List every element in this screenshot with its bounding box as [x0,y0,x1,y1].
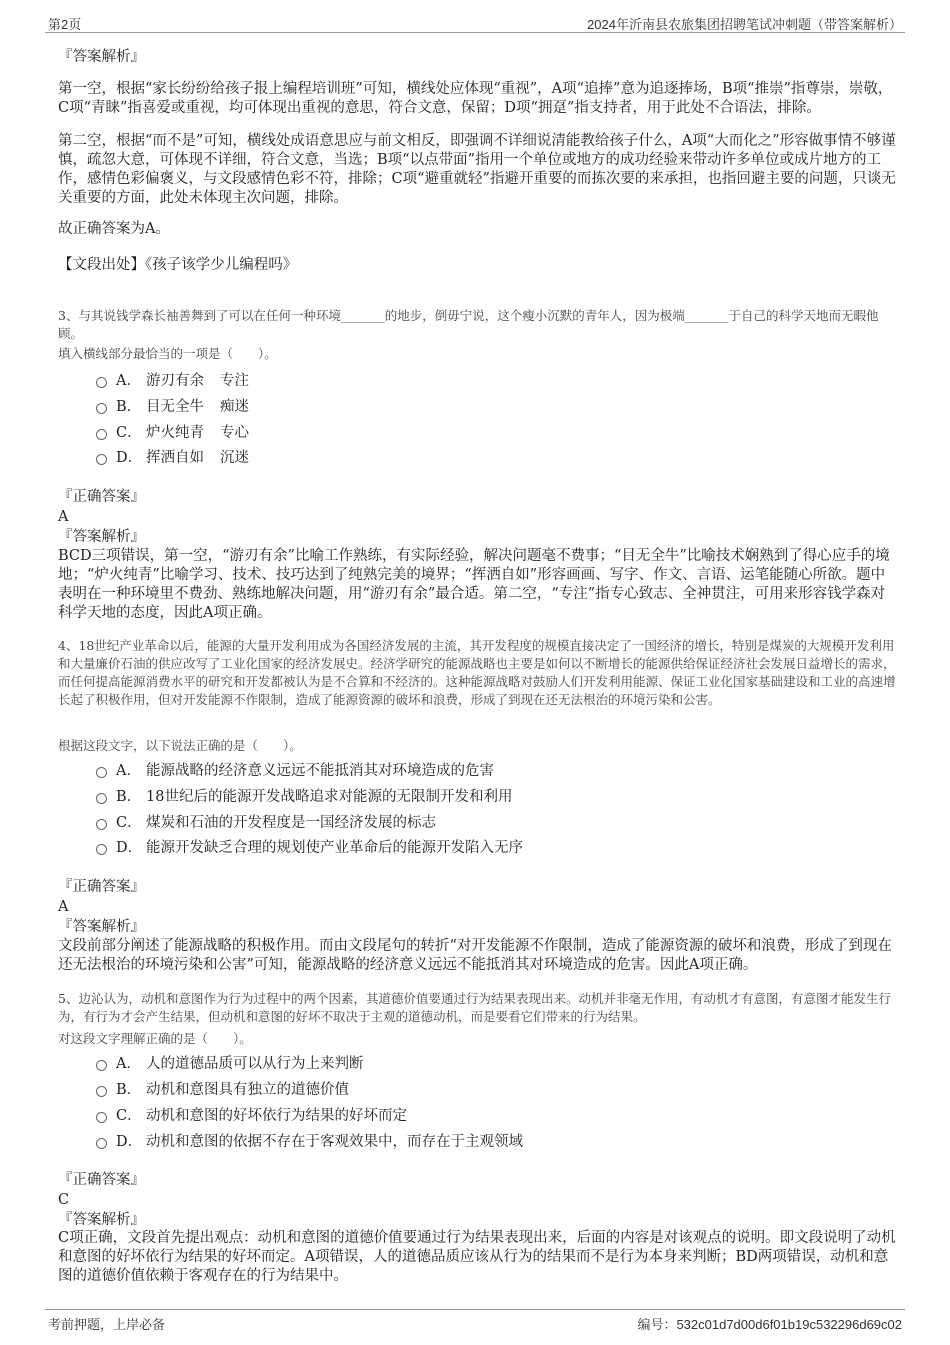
document-id: 编号：532c01d7d00d6f01b19c532296d69c02 [637,1317,902,1332]
analysis-paragraph: 第一空，根据“家长纷纷给孩子报上编程培训班”可知，横线处应体现“重视”，A项“追捧”意为追逐捧场，B项“推崇”指尊崇，崇敬，C项“青睐”指喜爱或重视，均可体现出重视的意思，符合文意，保留；D项“拥趸”指支持者，用于此处不合语法，排除。 [58,81,893,116]
option-b[interactable] [96,1078,349,1098]
option-c[interactable] [96,1104,407,1124]
radio-button-icon[interactable] [96,1086,107,1097]
option-text: 痴迷 [220,398,249,415]
option-letter: D． [116,449,143,466]
question-stem: 5、边沁认为，动机和意图作为行为过程中的两个因素，其道德价值要通过行为结果表现出来。动机并非毫无作用，有动机才有意图，有意图才能发生行为，有行为才会产生结果，但动机和意图的好坏不取决于主观的道德动机，而是要看它们带来的行为结果。 [58,991,891,1024]
radio-button-icon[interactable] [96,403,107,414]
analysis-paragraph: 第二空，根据“而不是”可知，横线处成语意思应与前文相反，即强调不详细说清能教给孩子什么，A项“大而化之”形容做事情不够谨慎，疏忽大意，可体现不详细，符合文意，当选；B项“以点带面”指用一个单位或地方的成功经验来带动许多单位或成片地方的工作，感情色彩偏褒义，与文段感情色彩不符，排除；C项“避重就轻”指避开重要的而拣次要的来承担，也指回避主要的问题，只谈无关重要的方面，此处未体现主次问题，排除。 [58,133,896,206]
radio-button-icon[interactable] [96,454,107,465]
radio-button-icon[interactable] [96,1112,107,1123]
option-text: 目无全牛 [146,398,204,415]
correct-answer-heading: 『正确答案』 [58,879,145,895]
analysis-heading: 『答案解析』 [58,529,145,545]
option-text: 动机和意图具有独立的道德价值 [146,1081,349,1098]
option-text: 专心 [220,424,249,441]
analysis-paragraph: C项正确，文段首先提出观点：动机和意图的道德价值要通过行为结果表现出来，后面的内容是对该观点的说明。即文段说明了动机和意图的好坏依行为结果的好坏而定。A项错误，人的道德品质应该从行为的结果而不是行为本身来判断；BD两项错误，动机和意图的道德价值依赖于客观存在的行为结果中。 [58,1230,896,1284]
option-b[interactable] [96,395,249,415]
option-text: 18世纪后的能源开发战略追求对能源的无限制开发和利用 [146,788,513,805]
analysis-heading: 『答案解析』 [58,919,145,935]
option-letter: B． [116,1081,142,1098]
question-stem: 4、18世纪产业革命以后，能源的大量开发利用成为各国经济发展的主流，其开发程度的规模直接决定了一国经济的增长，特别是煤炭的大规模开发利用和大量廉价石油的供应改写了工业化国家的经济发展史。经济学研究的能源战略也主要是如何以不断增长的能源供给保证经济社会发展日益增长的需求，而任何提高能源消费水平的研究和开发都被认为是不合算和不经济的。这种能源战略对鼓励人们开发利用能源、保证工业化国家基础建设和工业的高速增长起了积极作用，但对开发能源不作限制，造成了能源资源的破坏和浪费，形成了到现在还无法根治的环境污染和公害。 [58,638,896,707]
option-text: 人的道德品质可以从行为上来判断 [146,1055,364,1072]
option-letter: C． [116,814,142,831]
option-letter: A． [116,1055,141,1072]
correct-answer: A [58,509,69,525]
option-d[interactable] [96,1130,523,1150]
correct-answer: A [58,899,69,915]
option-letter: A． [116,372,141,389]
option-a[interactable] [96,369,249,389]
option-letter: D． [116,839,143,856]
option-text: 能源开发缺乏合理的规划使产业革命后的能源开发陷入无序 [146,839,523,856]
option-letter: C． [116,424,142,441]
correct-answer-heading: 『正确答案』 [58,1172,145,1188]
option-text: 专注 [220,372,249,389]
question-prompt: 对这段文字理解正确的是（ ）。 [58,1031,252,1046]
option-letter: A． [116,762,141,779]
radio-button-icon[interactable] [96,429,107,440]
option-text: 沉迷 [220,449,249,466]
page-footer [45,1309,905,1332]
option-text: 动机和意图的好坏依行为结果的好坏而定 [146,1107,407,1124]
radio-button-icon[interactable] [96,844,107,855]
correct-answer: C [58,1192,70,1208]
radio-button-icon[interactable] [96,767,107,778]
radio-button-icon[interactable] [96,793,107,804]
radio-button-icon[interactable] [96,1138,107,1149]
option-text: 煤炭和石油的开发程度是一国经济发展的标志 [146,814,436,831]
option-letter: C． [116,1107,142,1124]
option-letter: B． [116,788,142,805]
option-text: 动机和意图的依据不存在于客观效果中，而存在于主观领域 [146,1133,523,1150]
radio-button-icon[interactable] [96,1060,107,1071]
option-d[interactable] [96,446,249,466]
analysis-heading: 『答案解析』 [58,49,145,65]
footer-slogan: 考前押题，上岸必备 [48,1317,166,1332]
option-c[interactable] [96,811,436,831]
analysis-heading: 『答案解析』 [58,1212,145,1228]
option-b[interactable] [96,785,512,805]
option-text: 挥洒自如 [146,449,204,466]
document-title: 2024年沂南县农旅集团招聘笔试冲刺题（带答案解析） [587,17,902,32]
correct-answer-heading: 『正确答案』 [58,489,145,505]
page-header [45,12,905,33]
option-text: 游刃有余 [146,372,204,389]
question-stem: 3、与其说钱学森长袖善舞到了可以在任何一种环境_______的地步，倒毋宁说，这个瘦小沉默的青年人，因为极端_______于自己的科学天地而无暇他顾。 [58,308,879,341]
analysis-paragraph: 文段前部分阐述了能源战略的积极作用。而由文段尾句的转折“对开发能源不作限制，造成了能源资源的破坏和浪费，形成了到现在还无法根治的环境污染和公害”可知，能源战略的经济意义远远不能抵消其对环境造成的危害。因此A项正确。 [58,938,892,973]
question-prompt: 根据这段文字，以下说法正确的是（ ）。 [58,738,302,753]
option-d[interactable] [96,836,523,856]
source-reference: 【文段出处】《孩子该学少儿编程吗》 [58,257,298,273]
option-c[interactable] [96,421,249,441]
option-letter: D． [116,1133,143,1150]
option-text: 炉火纯青 [146,424,204,441]
option-a[interactable] [96,1052,364,1072]
answer-conclusion: 故正确答案为A。 [58,221,170,237]
option-text: 能源战略的经济意义远远不能抵消其对环境造成的危害 [146,762,494,779]
option-letter: B． [116,398,142,415]
radio-button-icon[interactable] [96,819,107,830]
option-a[interactable] [96,759,494,779]
analysis-paragraph: BCD三项错误，第一空，“游刃有余”比喻工作熟练，有实际经验，解决问题毫不费事；“目无全牛”比喻技术娴熟到了得心应手的境地；“炉火纯青”比喻学习、技术、技巧达到了纯熟完美的境界；“挥洒自如”形容画画、写字、作文、言语、运笔能随心所欲。题中表明在一种环境里不费劲、熟练地解决问题，用“游刃有余”最合适。第二空，“专注”指专心致志、全神贯注，可用来形容钱学森对科学天地的态度，因此A项正确。 [58,548,890,621]
page-number: 第2页 [48,17,82,32]
question-prompt: 填入横线部分最恰当的一项是（ ）。 [58,346,277,361]
radio-button-icon[interactable] [96,377,107,388]
